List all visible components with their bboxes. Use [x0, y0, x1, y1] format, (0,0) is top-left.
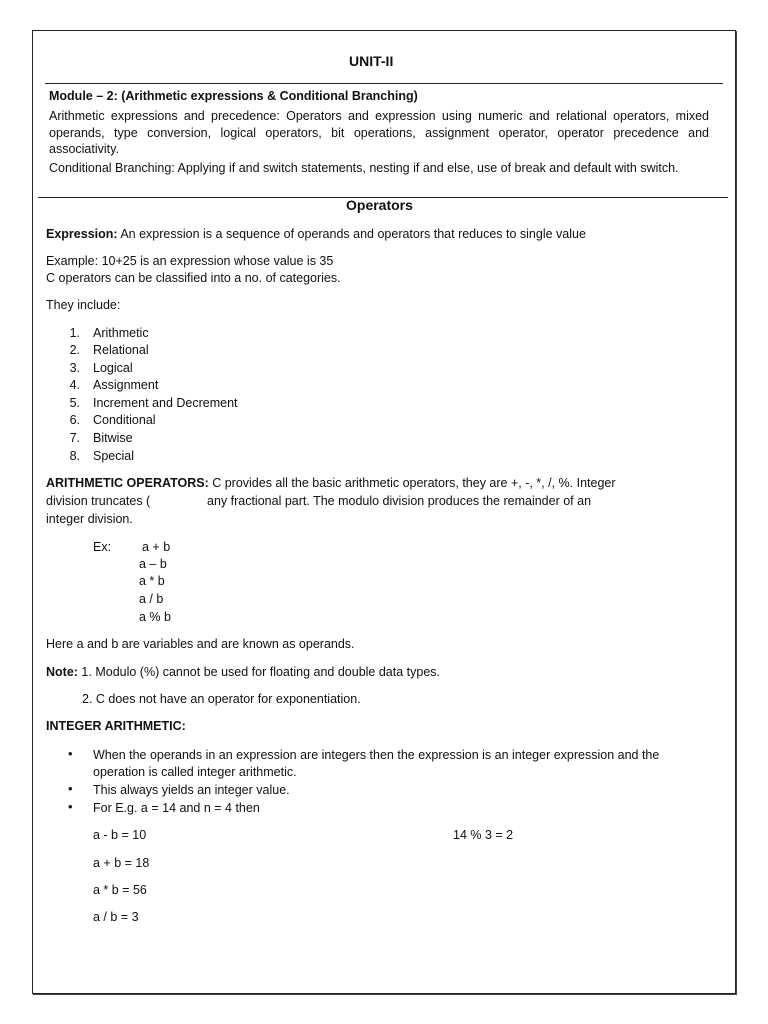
- expression-definition: [46, 227, 586, 241]
- bullet1-line1: When the operands in an expression are integers then the expression is an integer expression and the: [93, 748, 660, 762]
- module-arithmetic-text: Arithmetic expressions and precedence: Operators and expression using numeric and relational operators, mixed operands, type conversion, logical operators, bit operations, assignment operator, operator precedence and associativity.: [49, 109, 709, 156]
- integer-result: a / b = 3: [93, 910, 139, 924]
- expression-text: An expression is a sequence of operands and operators that reduces to single value: [117, 227, 586, 241]
- list-label: Increment and Decrement: [93, 396, 238, 410]
- integer-result: a + b = 18: [93, 856, 150, 870]
- module-heading: Module – 2: (Arithmetic expressions & Conditional Branching): [49, 89, 418, 103]
- list-number: 4.: [69, 378, 80, 392]
- list-label: Assignment: [93, 378, 159, 392]
- example-expression: a / b: [139, 592, 164, 606]
- integer-result: a - b = 10: [93, 828, 147, 842]
- arith-ops-label: ARITHMETIC OPERATORS:: [46, 476, 209, 490]
- bullet-icon: •: [68, 799, 73, 814]
- example-expression: a + b: [142, 540, 171, 554]
- list-label: Relational: [93, 343, 149, 357]
- list-label: Arithmetic: [93, 326, 149, 340]
- modulo-result: 14 % 3 = 2: [453, 828, 514, 842]
- bullet3: For E.g. a = 14 and n = 4 then: [93, 801, 260, 815]
- module-branching-text: Conditional Branching: Applying if and switch statements, nesting if and else, use of break and default with switch.: [49, 161, 679, 175]
- operators-heading: Operators: [346, 197, 413, 213]
- they-include-line: They include:: [46, 298, 121, 312]
- examples-label: Ex:: [93, 540, 112, 554]
- example-expression: a % b: [139, 610, 171, 624]
- note-line2: 2. C does not have an operator for exponentiation.: [82, 692, 361, 706]
- operands-line: Here a and b are variables and are known as operands.: [46, 637, 355, 651]
- list-label: Logical: [93, 361, 133, 375]
- arith-ops-line2b: any fractional part. The modulo division produces the remainder of an: [207, 494, 592, 508]
- note-label: Note:: [46, 665, 78, 679]
- arith-ops-line2a: division truncates (: [46, 494, 151, 508]
- list-label: Conditional: [93, 413, 156, 427]
- bullet1-line2: operation is called integer arithmetic.: [93, 765, 297, 779]
- list-number: 7.: [69, 431, 80, 445]
- arith-ops-line3: integer division.: [46, 512, 133, 526]
- list-label: Bitwise: [93, 431, 133, 445]
- bullet-icon: •: [68, 781, 73, 796]
- list-label: Special: [93, 449, 134, 463]
- example-line: Example: 10+25 is an expression whose value is 35: [46, 254, 334, 268]
- list-number: 2.: [69, 343, 80, 357]
- list-number: 6.: [69, 413, 80, 427]
- arith-ops-line1: [46, 476, 616, 490]
- unit-title: UNIT-II: [349, 53, 394, 69]
- arith-ops-text: C provides all the basic arithmetic operators, they are +, -, *, /, %. Integer: [208, 476, 616, 490]
- classified-line: C operators can be classified into a no. of categories.: [46, 271, 341, 285]
- integer-result: a * b = 56: [93, 883, 147, 897]
- example-expression: a * b: [139, 574, 165, 588]
- note-line1: [46, 665, 440, 679]
- header-rule: [45, 83, 723, 84]
- list-number: 8.: [69, 449, 80, 463]
- list-number: 3.: [69, 361, 80, 375]
- list-number: 1.: [69, 326, 80, 340]
- integer-arith-heading: INTEGER ARITHMETIC:: [46, 719, 186, 733]
- list-number: 5.: [69, 396, 80, 410]
- note-text: 1. Modulo (%) cannot be used for floating and double data types.: [77, 665, 440, 679]
- bullet-icon: •: [68, 746, 73, 761]
- expression-label: Expression:: [46, 227, 118, 241]
- bullet2: This always yields an integer value.: [93, 783, 290, 797]
- example-expression: a – b: [139, 557, 167, 571]
